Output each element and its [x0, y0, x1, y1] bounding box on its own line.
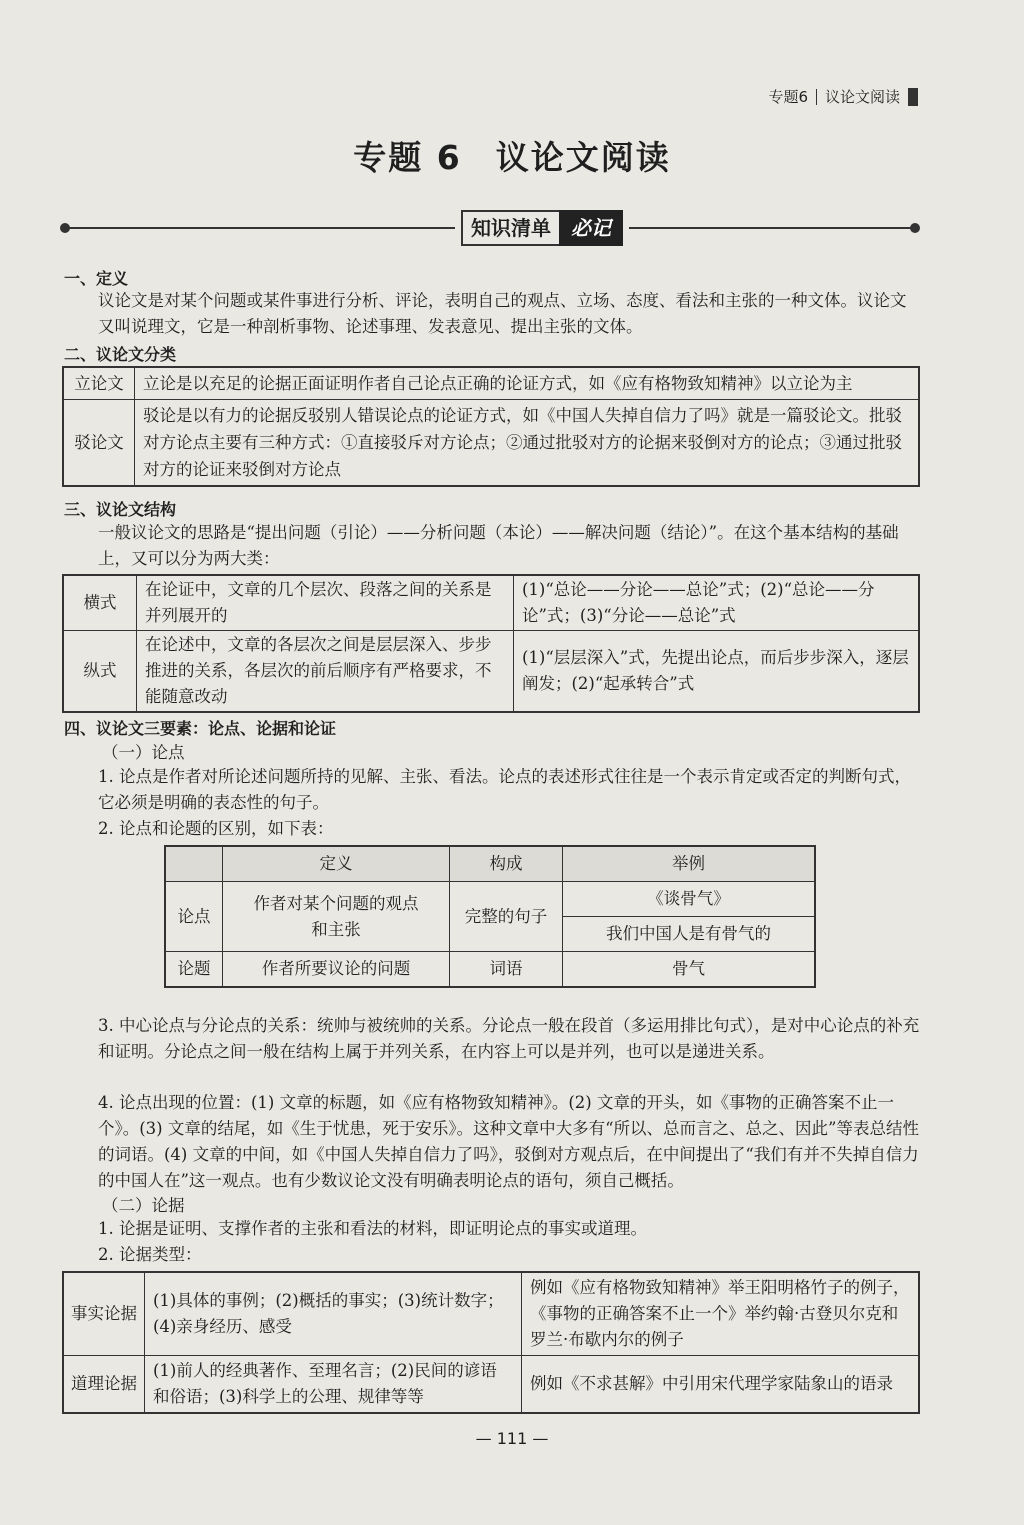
- row-form: 完整的句子: [450, 882, 563, 952]
- structure-text: 一般议论文的思路是“提出问题（引论）——分析问题（本论）——解决问题（结论）”。在这个基本结构的基础上，又可以分为两大类：: [98, 523, 899, 568]
- argument-text-3: 3. 中心论点与分论点的关系：统帅与被统帅的关系。分论点一般在段首（多运用排比句式），是对中心论点的补充和证明。分论点之间一般在结构上属于并列关系，在内容上可以是并列，也可以是递进关系。: [98, 1016, 920, 1061]
- row-label: 论题: [165, 952, 223, 988]
- structure-key: 纵式: [63, 631, 137, 713]
- page-title: [0, 132, 1024, 179]
- definition-text: 议论文是对某个问题或某件事进行分析、评论，表明自己的观点、立场、态度、看法和主张的一种文体。议论文又叫说理文，它是一种剖析事物、论述事理、发表意见、提出主张的文体。: [98, 291, 907, 336]
- header-divider: [816, 89, 817, 105]
- page-number: — 111 —: [475, 1429, 549, 1448]
- type-value: 立论是以充足的论据正面证明作者自己论点正确的论证方式，如《应有格物致知精神》以立论为主: [135, 367, 920, 400]
- column-header: 定义: [223, 846, 450, 882]
- type-key: 立论文: [63, 367, 135, 400]
- header-block-icon: [908, 88, 918, 106]
- section-heading-structure: 三、议论文结构: [64, 500, 177, 519]
- title-name: 议论文阅读: [495, 138, 671, 177]
- section-heading-types: 二、议论文分类: [64, 345, 177, 364]
- table-header-row: [165, 846, 815, 882]
- column-header: 举例: [563, 846, 816, 882]
- argument-paragraph-3: [64, 1013, 920, 1065]
- table-row: [165, 952, 815, 988]
- section-heading-definition: 一、定义: [64, 269, 129, 288]
- structure-desc: 在论证中，文章的几个层次、段落之间的关系是并列展开的: [137, 575, 514, 631]
- table-row: [63, 400, 919, 487]
- banner-label: 知识清单: [461, 210, 559, 246]
- argument-paragraph-4: [64, 1090, 920, 1194]
- table-row: [63, 1272, 919, 1356]
- evidence-text-2: 2. 论据类型：: [98, 1245, 202, 1264]
- title-number: 专题 6: [353, 138, 462, 177]
- header-blank-cell: [165, 846, 223, 882]
- row-definition: 作者所要议论的问题: [223, 952, 450, 988]
- evidence-example: 例如《不求甚解》中引用宋代理学家陆象山的语录: [522, 1356, 920, 1414]
- structure-forms: (1)“层层深入”式，先提出论点，而后步步深入，逐层阐发；(2)“起承转合”式: [514, 631, 920, 713]
- row-label: 论点: [165, 882, 223, 952]
- argument-text-1: 1. 论点是作者对所论述问题所持的见解、主张、看法。论点的表述形式往往是一个表示肯定或否定的判断句式，它必须是明确的表态性的句子。: [98, 767, 911, 812]
- evidence-key: 事实论据: [63, 1272, 145, 1356]
- row-example: 《谈骨气》: [563, 882, 816, 917]
- row-example: 骨气: [563, 952, 816, 988]
- table-row: [63, 1356, 919, 1414]
- definition-paragraph: [64, 288, 920, 340]
- subheading-argument: （一）论点: [102, 743, 185, 762]
- structure-key: 横式: [63, 575, 137, 631]
- banner-right-dot-icon: [910, 223, 920, 233]
- structure-table: [62, 574, 920, 713]
- evidence-types: (1)前人的经典著作、至理名言；(2)民间的谚语和俗语；(3)科学上的公理、规律等等: [145, 1356, 522, 1414]
- banner-stamp: 必记: [559, 210, 623, 246]
- evidence-table: [62, 1271, 920, 1414]
- header-name: 议论文阅读: [824, 88, 900, 106]
- table-row: [165, 882, 815, 917]
- evidence-key: 道理论据: [63, 1356, 145, 1414]
- section-heading-elements: 四、议论文三要素：论点、论据和论证: [64, 719, 337, 738]
- structure-paragraph: [64, 520, 920, 572]
- table-row: [63, 367, 919, 400]
- evidence-paragraph-2: [64, 1242, 920, 1268]
- evidence-types: (1)具体的事例；(2)概括的事实；(3)统计数字；(4)亲身经历、感受: [145, 1272, 522, 1356]
- table-row: [63, 631, 919, 713]
- structure-forms: (1)“总论——分论——总论”式；(2)“总论——分论”式；(3)“分论——总论”式: [514, 575, 920, 631]
- knowledge-banner: [60, 206, 920, 250]
- types-table: [62, 366, 920, 487]
- row-example: 我们中国人是有骨气的: [563, 917, 816, 952]
- evidence-text-1: 1. 论据是证明、支撑作者的主张和看法的材料，即证明论点的事实或道理。: [98, 1219, 647, 1238]
- table-row: [63, 575, 919, 631]
- running-header: [768, 86, 918, 107]
- banner-label-box: [455, 210, 629, 246]
- type-key: 驳论文: [63, 400, 135, 487]
- row-form: 词语: [450, 952, 563, 988]
- column-header: 构成: [450, 846, 563, 882]
- argument-paragraph-1: [64, 764, 920, 816]
- header-topic: 专题6: [768, 88, 808, 106]
- evidence-example: 例如《应有格物致知精神》举王阳明格竹子的例子，《事物的正确答案不止一个》举约翰·古登贝尔克和罗兰·布歇内尔的例子: [522, 1272, 920, 1356]
- compare-table: [164, 845, 816, 988]
- evidence-paragraph-1: [64, 1216, 920, 1242]
- argument-paragraph-2: [64, 816, 920, 842]
- structure-desc: 在论述中，文章的各层次之间是层层深入、步步推进的关系，各层次的前后顺序有严格要求，不能随意改动: [137, 631, 514, 713]
- row-definition: 作者对某个问题的观点和主张: [223, 882, 450, 952]
- argument-text-4: 4. 论点出现的位置：(1) 文章的标题，如《应有格物致知精神》。(2) 文章的开头，如《事物的正确答案不止一个》。(3) 文章的结尾，如《生于忧患，死于安乐》。这种文章中大多有“所以、总而言之、总之、因此”等表总结性的词语。(4) 文章的中间，如《中国人失掉自信力了吗》，驳倒对方观点后，在中间提出了“我们有并不失掉自信力的中国人在”这一观点。也有少数议论文没有明确表明论点的语句，须自己概括。: [98, 1093, 919, 1190]
- subheading-evidence: （二）论据: [102, 1196, 185, 1215]
- argument-text-2: 2. 论点和论题的区别，如下表：: [98, 819, 334, 838]
- type-value: 驳论是以有力的论据反驳别人错误论点的论证方式，如《中国人失掉自信力了吗》就是一篇驳论文。批驳对方论点主要有三种方式：①直接驳斥对方论点；②通过批驳对方的论据来驳倒对方的论点；③通过批驳对方的论证来驳倒对方论点: [135, 400, 920, 487]
- banner-left-dot-icon: [60, 223, 70, 233]
